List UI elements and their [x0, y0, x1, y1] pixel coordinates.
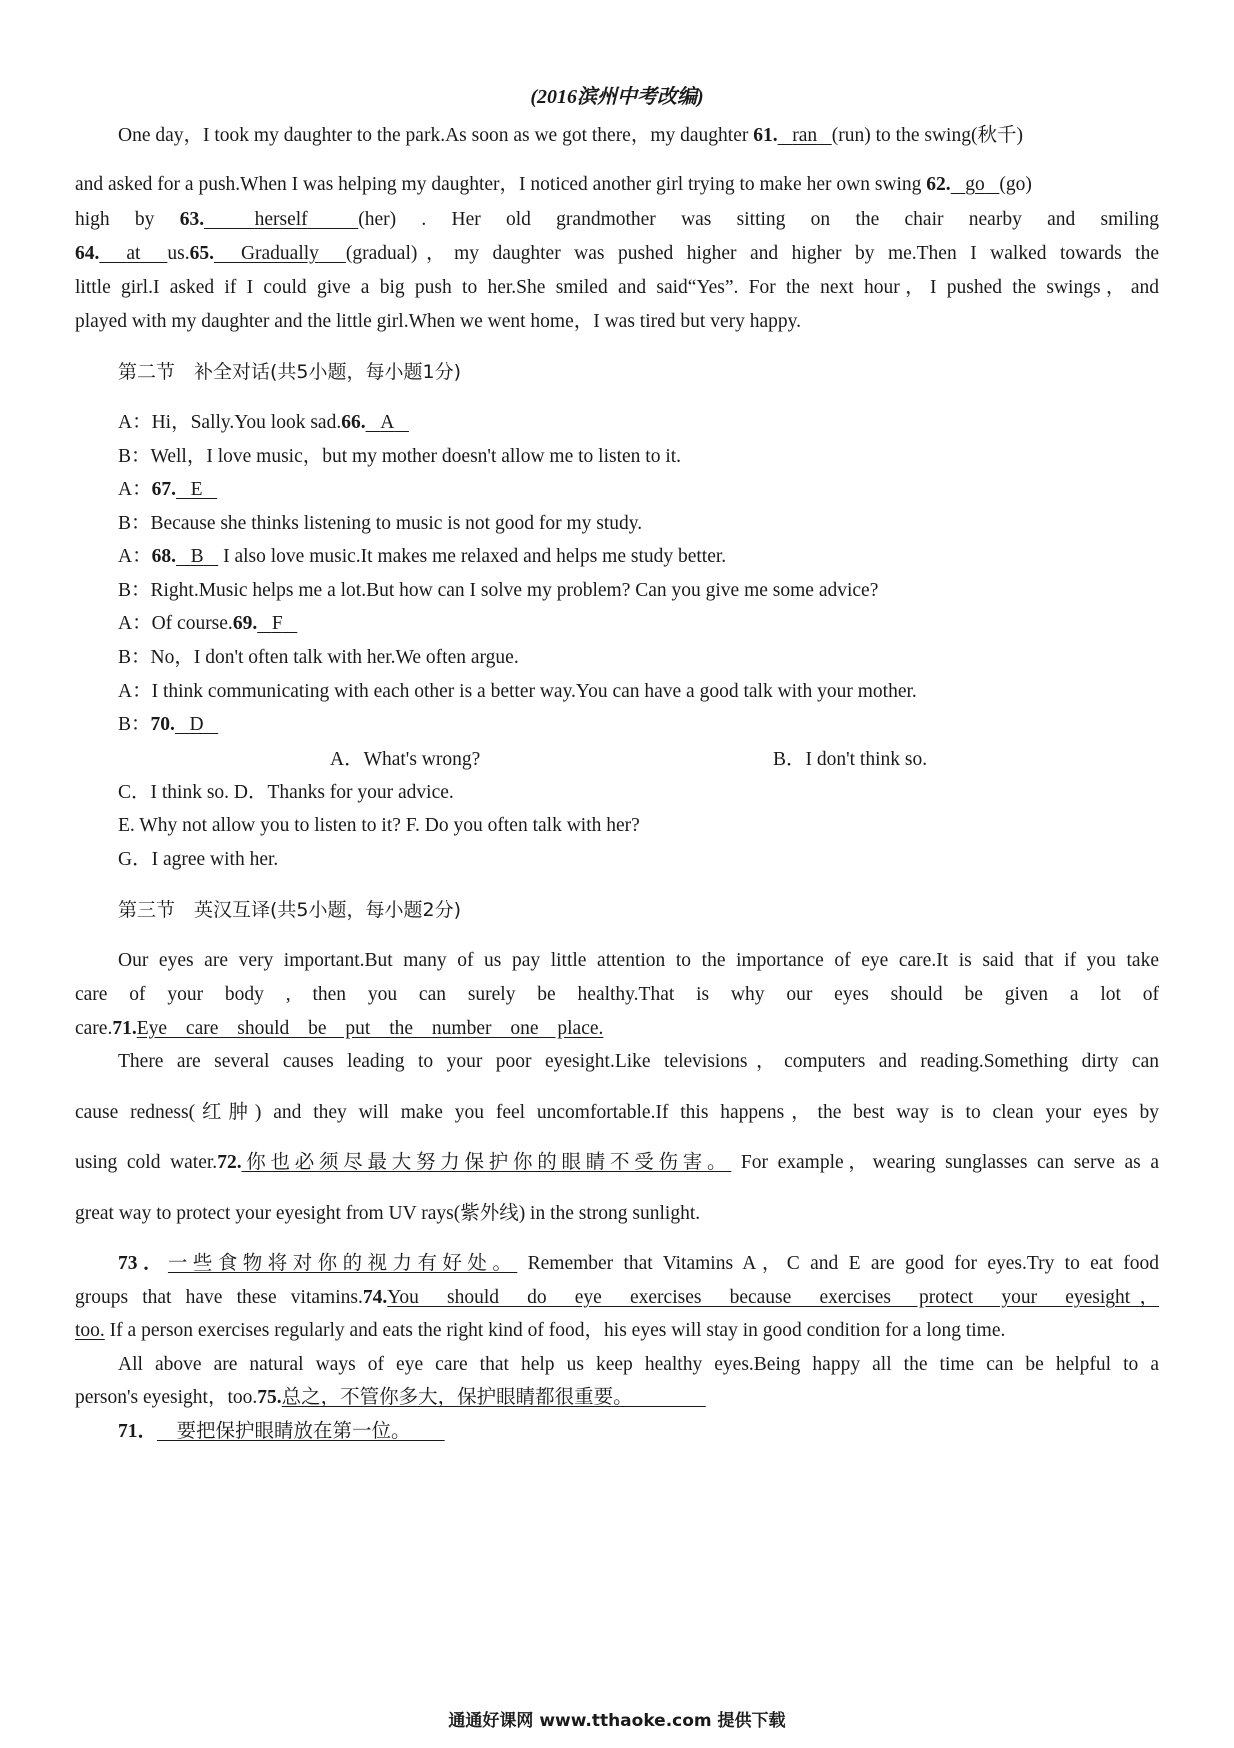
section3-heading: 第三节 英汉互译(共5小题，每小题2分) [118, 899, 462, 921]
passage2-line-8: 73．一些食物将对你的视力有好处。 Remember that Vitamins A，C and E are good for eyes.Try to eat food [118, 1253, 1159, 1274]
passage1-line-2: and asked for a push.When I was helping my daughter，I noticed another girl trying to make her own swing 62. go (go) [75, 174, 1032, 195]
question-number: 66. [341, 412, 366, 433]
passage2-line-4: There are several causes leading to your poor eyesight.Like televisions，computers and reading.Something dirty can [118, 1051, 1159, 1072]
question-number: 71. [112, 1018, 137, 1039]
passage2-line-9: groups that have these vitamins.74.You should do eye exercises because exercises protect your eyesight， [75, 1287, 1159, 1308]
answer-text: 你也必须尽最大努力保护你的眼睛不受伤害。 [241, 1152, 732, 1173]
answer-blank: ran [792, 125, 818, 146]
question-number: 69. [232, 613, 258, 634]
dialogue-line: A：I think communicating with each other is a better way.You can have a good talk with your mother. [118, 681, 917, 702]
dialogue-line: A：Of course.69. F [118, 610, 1159, 638]
dialogue-line: B：70. D [118, 711, 1159, 739]
answer-text: Eye care should be put the number one place. [136, 1018, 604, 1039]
question-number: 62. [926, 174, 951, 195]
answer-text: too. [75, 1320, 105, 1341]
question-number: 61. [753, 125, 778, 146]
passage1-line-3: high by 63. herself (her) . Her old grandmother was sitting on the chair nearby and smiling [75, 209, 1160, 230]
passage1-line-6: played with my daughter and the little girl.When we went home，I was tired but very happy. [75, 311, 801, 332]
section2-heading: 第二节 补全对话(共5小题，每小题1分) [118, 361, 462, 383]
dialogue-line: B：Right.Music helps me a lot.But how can I solve my problem? Can you give me some advice? [118, 580, 879, 601]
answer-blank: E [190, 479, 203, 500]
answer-text: 要把保护眼睛放在第一位。 [176, 1421, 411, 1442]
answer-text: You should do eye exercises because exercises protect your eyesight， [387, 1287, 1159, 1308]
passage1-line-1: One day，I took my daughter to the park.As soon as we got there，my daughter 61. ran (run) to the swing(秋千) [118, 125, 1023, 146]
question-number: 72. [217, 1152, 242, 1173]
question-number: 71． [118, 1421, 158, 1442]
footer-source: 通通好课网 www.tthaoke.com 提供下载 [448, 1711, 786, 1731]
answer-blank: A [380, 412, 395, 433]
question-number: 73． [118, 1253, 168, 1274]
passage2-line-11: All above are natural ways of eye care that help us keep healthy eyes.Being happy all the time can be helpful to a [118, 1354, 1159, 1375]
question-number: 68. [151, 546, 176, 567]
question-number: 70. [150, 714, 175, 735]
option-g: G．I agree with her. [118, 849, 279, 870]
option-a: A．What's wrong? [330, 749, 481, 770]
option-ef: E. Why not allow you to listen to it? F. Do you often talk with her? [118, 815, 640, 836]
question-number: 63. [179, 209, 205, 230]
question-number: 74. [362, 1287, 388, 1308]
passage2-line-7: great way to protect your eyesight from UV rays(紫外线) in the strong sunlight. [75, 1203, 701, 1224]
dialogue-line: B：No，I don't often talk with her.We often argue. [118, 647, 519, 668]
question-number: 75. [257, 1387, 282, 1408]
passage2-line-1: Our eyes are very important.But many of us pay little attention to the importance of eye care.It is said that if you take [118, 950, 1159, 971]
answer-blank: herself [254, 209, 308, 230]
question-number: 67. [151, 479, 176, 500]
passage2-line-3: care.71.Eye care should be put the number one place. [75, 1018, 604, 1039]
question-number: 65. [189, 243, 214, 264]
passage2-line-5: cause redness(红肿) and they will make you feel uncomfortable.If this happens，the best way is to clean your eyes by [75, 1102, 1159, 1123]
passage1-line-5: little girl.I asked if I could give a big push to her.She smiled and said“Yes”. For the next hour，I pushed the swings，and [75, 277, 1159, 298]
dialogue-line: B：Because she thinks listening to music is not good for my study. [118, 513, 643, 534]
answer-blank: Gradually [240, 243, 319, 264]
answer-blank: go [965, 174, 985, 195]
passage2-line-12: person's eyesight，too.75.总之，不管你多大，保护眼睛都很重要。 [75, 1387, 633, 1408]
option-cd: C．I think so. D．Thanks for your advice. [118, 782, 454, 803]
answer-blank: D [189, 714, 204, 735]
dialogue-line: B：Well，I love music，but my mother doesn't allow me to listen to it. [118, 446, 682, 467]
dialogue-line: A：67. E [118, 476, 1159, 504]
answer-blank: F [271, 613, 283, 634]
passage1-line-4: 64. at us.65. Gradually (gradual)，my daughter was pushed higher and higher by me.Then I walked towards the [75, 243, 1160, 264]
answer-blank: at [126, 243, 141, 264]
answer-text: 一些食物将对你的视力有好处。 [167, 1253, 518, 1274]
answer-text: 总之，不管你多大，保护眼睛都很重要。 [281, 1387, 633, 1408]
source-title: (2016滨州中考改编) [530, 86, 704, 108]
answer-blank: B [190, 546, 204, 567]
dialogue-line: A：68. B I also love music.It makes me relaxed and helps me study better. [118, 546, 727, 567]
passage2-line-2: care of your body , then you can surely be healthy.That is why our eyes should be given a lot of [75, 984, 1159, 1005]
question-number: 64. [75, 243, 100, 264]
answer-71-translation [118, 1418, 1159, 1446]
passage2-line-6: using cold water.72.你也必须尽最大努力保护你的眼睛不受伤害。 For example，wearing sunglasses can serve as a [75, 1152, 1159, 1173]
dialogue-line: A：Hi，Sally.You look sad.66. A [118, 409, 1159, 437]
option-b: B．I don't think so. [773, 749, 928, 770]
passage2-line-10: too. If a person exercises regularly and eats the right kind of food，his eyes will stay in good condition for a long time. [75, 1320, 1006, 1341]
